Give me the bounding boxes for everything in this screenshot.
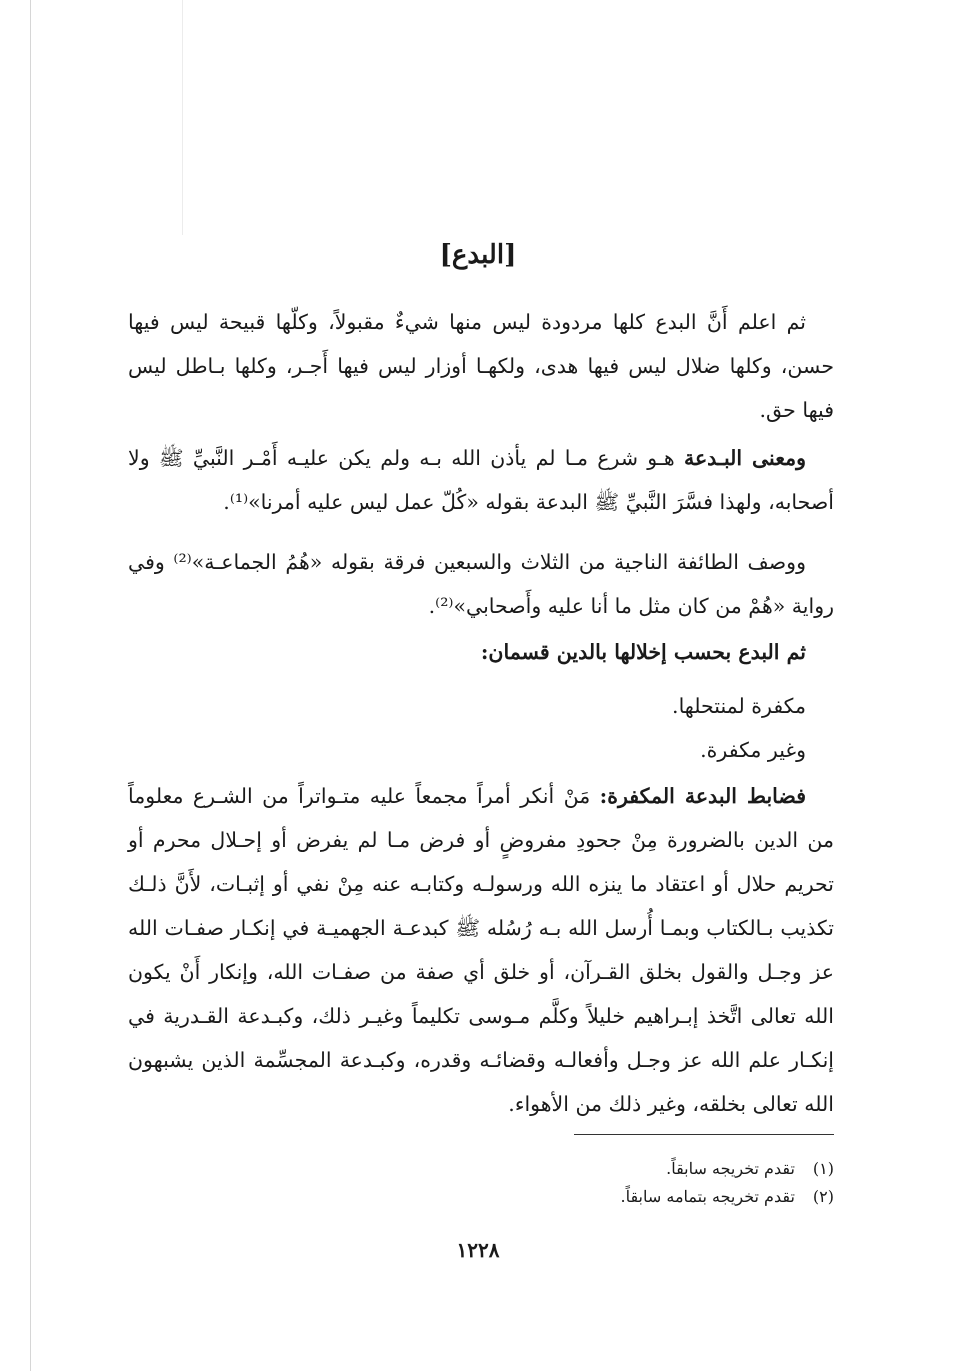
paragraph-3: ووصف الطائفة الناجية من الثلاث والسبعين فرقة بقوله «هُمُ الجماعـة»⁽²⁾ وفي رواية «هُمْ من كان مثل ما أنا عليه وأَصحابي»⁽²⁾. [128,550,834,618]
scan-margin-line [182,0,183,235]
footnote-1 [400,1156,834,1182]
paragraph-2-body: هـو شرع مـا لم يأذن الله بـه ولم يكن عليـه أَمْـر النَّبيِّ ﷺ ولا أصحابه، ولهذا فسَّرَ النَّبيِّ ﷺ البدعة بقوله «كُلّ عمل ليس عليه أمرنا»⁽¹⁾. [128,446,834,514]
scan-margin-line [30,0,31,1371]
footnote-2-text: تقدم تخريجه بتمامه سابقاً. [620,1187,795,1206]
paragraph-6: وغير مكفرة. [700,738,806,762]
page-number: ١٢٢٨ [456,1238,500,1262]
section-title: [البدع] [439,240,517,270]
paragraph-2-lead: ومعنى البـدعة [683,446,807,470]
paragraph-7 [128,774,834,1126]
paragraph-5: مكفرة لمنتحلها. [672,694,806,718]
paragraph-7-lead: فضابط البدعة المكفرة: [599,784,806,808]
paragraph-7-body: مَنْ أنكر أمراً مجمعاً عليه متـواتراً من الشـرع معلوماً من الدين بالضرورة مِنْ جحودِ مفروضٍ أو فرض مـا لم يفرض أو إحـلال محرم أو تحريم حلال أو اعتقاد ما ينزه الله ورسولـه وكتابـه عنه مِنْ نفي أو إثبـات، لأَنَّ ذلـك تكذيب بـالكتاب وبمـا أُرسل الله بـه رُسُله ﷺ كبدعـة الجهميـة في إنكـار صفـات الله عز وجـل والقول بخلق القـرآن، أو خلق أي صفة من صفـات الله، وإنكار أَنْ يكون الله تعالى اتَّخذ إبـراهيم خليلاً وكلَّم مـوسى تكليماً وغيـر ذلك، وكبـدعة القـدرية في إنكـار علم الله عز وجـل وأفعالـه وقضائـه وقدره، وكبـدعة المجسِّمة الذين يشبهون الله تعالى بخلقه، وغير ذلك من الأهواء. [128,784,834,1116]
footnote-1-text: تقدم تخريجه سابقاً. [666,1159,795,1178]
paragraph-1: ثم اعلم أَنَّ البدع كلها مردودة ليس منها شيءٌ مقبولاً، وكلّها قبيحة ليس فيها حسن، وكلها ضلال ليس فيها هدى، ولكهـا أوزار ليس فيها أَجـر، وكلها بـاطل ليس فيها حق. [128,310,834,422]
paragraph-2 [128,436,834,524]
footnote-divider [574,1134,834,1135]
footnote-2 [400,1184,834,1210]
footnote-2-number: (٢) [812,1187,834,1206]
paragraph-4: ثم البدع بحسب إخلالها بالدين قسمان: [480,640,806,664]
footnote-1-number: (١) [812,1159,834,1178]
